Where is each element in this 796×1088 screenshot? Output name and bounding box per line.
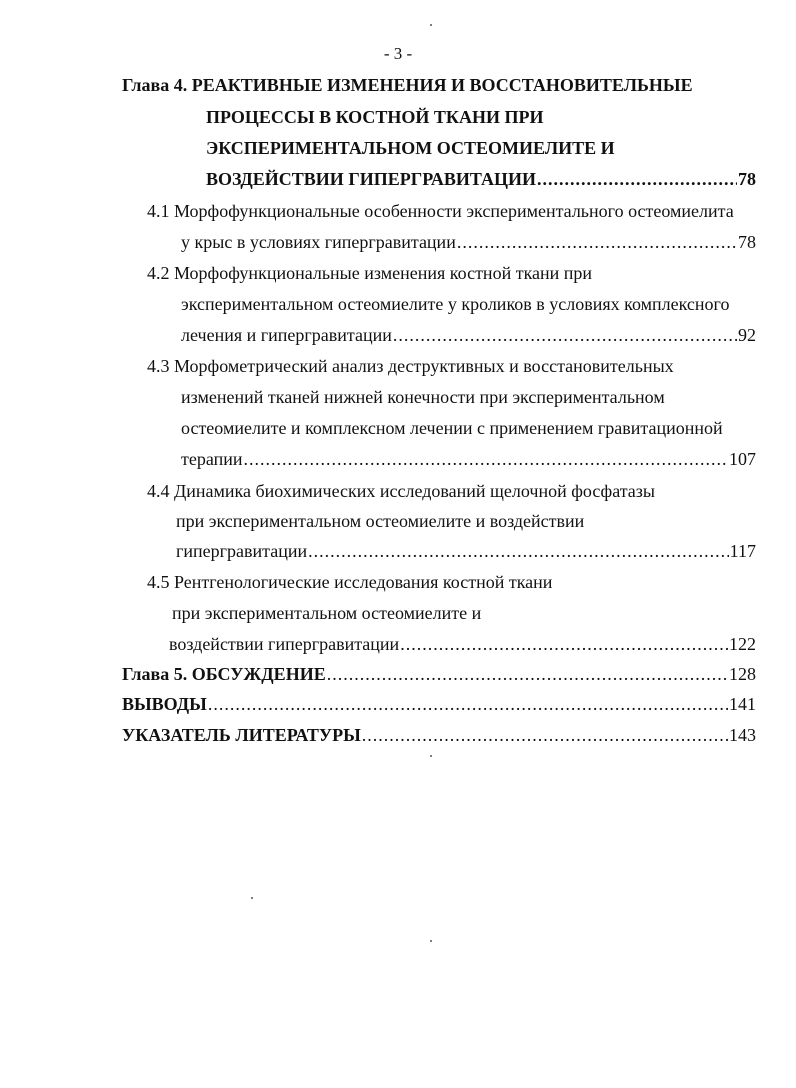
chapter-4-title-line-2: ПРОЦЕССЫ В КОСТНОЙ ТКАНИ ПРИ xyxy=(206,107,544,127)
section-4-1-line-2 xyxy=(181,229,756,255)
section-4-1-text: у крыс в условиях гипергравитации xyxy=(181,232,456,252)
chapter-5-title-text: ОБСУЖДЕНИЕ xyxy=(191,664,326,684)
chapter-5-page: 128 xyxy=(729,664,756,684)
section-4-3-text: терапии xyxy=(181,449,243,469)
leader-dots xyxy=(400,631,728,657)
leader-dots xyxy=(327,661,728,687)
scan-speck xyxy=(430,755,432,757)
chapter-4-title-text-1: РЕАКТИВНЫЕ ИЗМЕНЕНИЯ И ВОССТАНОВИТЕЛЬНЫЕ xyxy=(191,75,693,95)
references-title: УКАЗАТЕЛЬ ЛИТЕРАТУРЫ xyxy=(122,725,361,745)
leader-dots xyxy=(537,166,737,192)
section-4-4-text: гипергравитации xyxy=(176,541,308,561)
section-4-5-line-2: при экспериментальном остеомиелите и xyxy=(172,603,482,623)
conclusions-page: 141 xyxy=(729,694,756,714)
conclusions-entry xyxy=(122,691,756,717)
page-number: - 3 - xyxy=(383,44,413,63)
section-4-1-line-1: 4.1 Морфофункциональные особенности экспериментального остеомиелита xyxy=(147,201,734,221)
chapter-4-title-line-1 xyxy=(122,72,693,98)
section-4-4-line-3 xyxy=(176,538,756,564)
section-4-2-line-1: 4.2 Морфофункциональные изменения костной ткани при xyxy=(147,263,593,283)
section-4-5-page: 122 xyxy=(729,634,756,654)
scan-speck xyxy=(430,24,432,26)
section-4-2-line-2: экспериментальном остеомиелите у кроликов в условиях комплексного xyxy=(181,294,730,314)
chapter-5-entry xyxy=(122,661,756,687)
references-page: 143 xyxy=(729,725,756,745)
section-4-3-line-1: 4.3 Морфометрический анализ деструктивных и восстановительных xyxy=(147,356,674,376)
section-4-5-text: воздействии гипергравитации xyxy=(169,634,400,654)
section-4-3-line-4 xyxy=(181,446,756,472)
section-4-5-line-3 xyxy=(169,631,756,657)
conclusions-title: ВЫВОДЫ xyxy=(122,694,207,714)
chapter-4-title-text-4: ВОЗДЕЙСТВИИ ГИПЕРГРАВИТАЦИИ xyxy=(206,169,537,189)
section-4-4-page: 117 xyxy=(729,541,756,561)
section-4-2-page: 92 xyxy=(738,325,756,345)
section-4-3-line-3: остеомиелите и комплексном лечении с применением гравитационной xyxy=(181,418,723,438)
chapter-4-title-line-4 xyxy=(206,166,756,192)
section-4-4-line-1: 4.4 Динамика биохимических исследований щелочной фосфатазы xyxy=(147,481,655,501)
scan-speck xyxy=(251,897,253,899)
section-4-2-line-3 xyxy=(181,322,756,348)
chapter-4-label: Глава 4. xyxy=(122,75,188,95)
leader-dots xyxy=(308,538,729,564)
leader-dots xyxy=(362,722,728,748)
chapter-5-title xyxy=(122,661,326,687)
section-4-2-text: лечения и гипергравитации xyxy=(181,325,392,345)
scan-speck xyxy=(430,940,432,942)
section-4-5-line-1: 4.5 Рентгенологические исследования костной ткани xyxy=(147,572,553,592)
section-4-4-line-2: при экспериментальном остеомиелите и воздействии xyxy=(176,511,585,531)
chapter-4-page: 78 xyxy=(738,169,756,189)
section-4-1-page: 78 xyxy=(738,232,756,252)
section-4-3-line-2: изменений тканей нижней конечности при экспериментальном xyxy=(181,387,665,407)
chapter-5-label: Глава 5. xyxy=(122,664,188,684)
leader-dots xyxy=(457,229,737,255)
leader-dots xyxy=(208,691,728,717)
references-entry xyxy=(122,722,756,748)
section-4-3-page: 107 xyxy=(729,449,756,469)
leader-dots xyxy=(393,322,737,348)
leader-dots xyxy=(244,446,728,472)
chapter-4-title-line-3: ЭКСПЕРИМЕНТАЛЬНОМ ОСТЕОМИЕЛИТЕ И xyxy=(206,138,615,158)
